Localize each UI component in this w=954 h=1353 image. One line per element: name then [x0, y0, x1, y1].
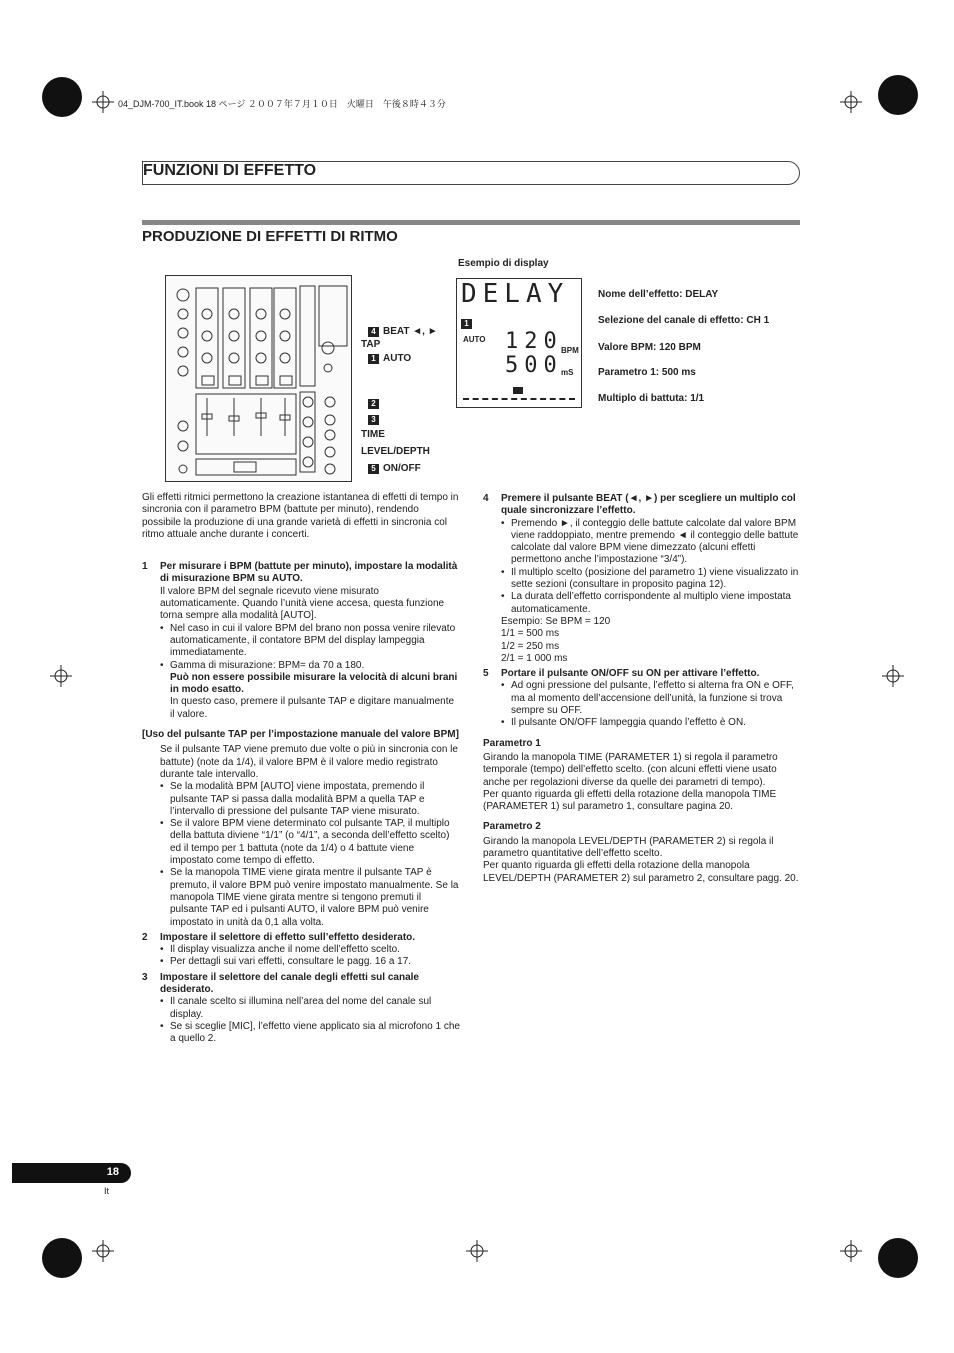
step-1-bullet-2-bold: Può non essere possibile misurare la velocità di alcuni brani in modo esatto.	[170, 671, 458, 696]
example-line: 1/1 = 500 ms	[501, 628, 560, 640]
step-2-title	[142, 932, 460, 944]
step-3-number: 3	[142, 971, 148, 983]
display-note-5: Multiplo di battuta: 1/1	[598, 393, 705, 404]
step-1-bullet-1: • Nel caso in cui il valore BPM del brano non possa venire rilevato automaticamente, il contatore BPM del display lampeggia immediatamente.	[160, 623, 460, 660]
step-2-number: 2	[142, 931, 148, 943]
crosshair-icon	[882, 665, 904, 687]
step-4-bullet-3: • La durata dell’effetto corrispondente al multiplo viene impostata automaticamente.	[501, 591, 801, 616]
display-beat-indicator	[513, 387, 523, 394]
crosshair-icon	[466, 1240, 488, 1262]
step-1-title-text: Per misurare i BPM (battute per minuto), impostare la modalità di misurazione BPM su AUTO.	[160, 561, 458, 585]
example-line: Esempio: Se BPM = 120	[501, 615, 611, 627]
number-3-badge: 3	[368, 415, 379, 425]
display-effect-name: DELAY	[461, 279, 570, 309]
display-channel-tag: 1	[461, 319, 472, 329]
crosshair-icon	[840, 91, 862, 113]
step-4-bullet-2: • Il multiplo scelto (posizione del parametro 1) viene visualizzato in sette sezioni (consultare in proposito pagina 12).	[501, 567, 801, 592]
registration-mark-top-left	[42, 77, 82, 117]
step-5-title-text: Portare il pulsante ON/OFF su ON per attivare l’effetto.	[501, 668, 760, 680]
step-1-bullet-2-tail: In questo caso, premere il pulsante TAP e digitare manualmente il valore.	[170, 696, 455, 720]
parameter-2-text-2: Per quanto riguarda gli effetti della rotazione della manopola LEVEL/DEPTH (PARAMETER 2) sul parametro 2, consultare pagg. 20.	[483, 860, 799, 884]
step-1-bullet-2: • Gamma di misurazione: BPM= da 70 a 180.	[160, 660, 460, 672]
label-3	[368, 414, 383, 425]
step-2-title-text: Impostare il selettore di effetto sull’effetto desiderato.	[160, 931, 416, 943]
page-number: 18	[106, 1166, 119, 1178]
crosshair-icon	[50, 665, 72, 687]
display-caption: Esempio di display	[458, 258, 549, 269]
display-auto: AUTO	[463, 335, 486, 344]
parameter-2-text: Girando la manopola LEVEL/DEPTH (PARAMETER 2) si regola il parametro quantitative dell’effetto scelto.	[483, 835, 774, 860]
tap-section-title: [Uso del pulsante TAP per l’impostazione manuale del valore BPM]	[142, 729, 459, 741]
mixer-illustration	[165, 275, 352, 482]
number-2-badge: 2	[368, 399, 379, 409]
display-note-3: Valore BPM: 120 BPM	[598, 342, 701, 353]
number-1-badge: 1	[368, 354, 379, 364]
crosshair-icon	[92, 1240, 114, 1262]
tap-text: Se il pulsante TAP viene premuto due volte o più in sincronia con le battute) (note da 1/4), il valore BPM è il valore medio registrato durante tale intervallo.	[160, 744, 458, 780]
crosshair-icon	[840, 1240, 862, 1262]
section-title: FUNZIONI DI EFFETTO	[143, 162, 317, 179]
step-2-bullet-1: • Il display visualizza anche il nome dell’effetto scelto.	[160, 944, 460, 956]
display-bpm-unit: BPM	[561, 346, 579, 355]
step-1-title	[142, 561, 460, 586]
beat-label: BEAT ◄, ►	[383, 326, 438, 337]
step-5-bullet-1: • Ad ogni pressione del pulsante, l’effetto si alterna fra ON e OFF, ma al momento dell’accensione dell’unità, la funzione si trova sempre su OFF.	[501, 680, 801, 717]
column-right	[483, 493, 801, 885]
display-note-1: Nome dell’effetto: DELAY	[598, 289, 719, 300]
tap-bullet-1: • Se la modalità BPM [AUTO] viene impostata, premendo il pulsante TAP si passa dalla modalità BPM a quella TAP e l’intervallo di pressione del pulsante TAP viene misurato.	[160, 781, 460, 818]
tap-bullet-2: • Se il valore BPM viene determinato col pulsante TAP, il multiplo della battuta diviene “1/1” (o “4/1”, a seconda dell’effetto scelto) ed il tempo per 1 battuta (note da 1/4) o 4 battute viene impostato come tempo di effetto.	[160, 818, 460, 867]
label-2	[368, 398, 383, 409]
label-level-depth: LEVEL/DEPTH	[361, 446, 430, 457]
step-4-title-text: Premere il pulsante BEAT (◄, ►) per scegliere un multiplo col quale sincronizzare l’effetto.	[501, 493, 796, 517]
language-code: It	[104, 1186, 110, 1196]
on-off-label: ON/OFF	[383, 463, 421, 474]
registration-mark-bottom-left	[42, 1238, 82, 1278]
number-4-badge: 4	[368, 327, 379, 337]
label-on-off	[368, 463, 421, 474]
label-tap: TAP	[361, 339, 381, 350]
auto-label: AUTO	[383, 353, 412, 364]
divider	[142, 220, 800, 225]
step-4-bullet-1: • Premendo ►, il conteggio delle battute calcolate dal valore BPM viene raddoppiato, mentre premendo ◄ il conteggio delle battute calcolate dal valore BPM viene dimezzato (alcuni effetti permettono anche l’impostazione “3/4”).	[501, 518, 801, 567]
label-auto	[368, 353, 411, 364]
step-1-text: Il valore BPM del segnale ricevuto viene misurato automaticamente. Quando l’unità viene accesa, questa funzione torna sempre alla modalità [AUTO].	[160, 585, 445, 622]
intro-paragraph: Gli effetti ritmici permettono la creazione istantanea di effetti di tempo in sincronia con il parametro BPM (battute per minuto), rendendo possibile la produzione di una grande varietà di effetti in sincronia col ritmo attuale anche durante i concerti.	[142, 492, 459, 540]
number-5-badge: 5	[368, 464, 379, 474]
mixer-drawing	[166, 276, 351, 481]
step-3-title-text: Impostare il selettore del canale degli effetti sul canale desiderato.	[160, 971, 419, 995]
label-beat	[368, 326, 438, 337]
display-example	[456, 278, 582, 408]
step-2-bullet-2: • Per dettagli sui vari effetti, consultare le pagg. 16 a 17.	[160, 956, 460, 968]
step-3-bullet-1: • Il canale scelto si illumina nell’area del nome del canale sul display.	[160, 996, 460, 1021]
step-4-number: 4	[483, 493, 489, 504]
display-ms-unit: mS	[561, 368, 574, 377]
column-left	[142, 492, 460, 1045]
registration-mark-bottom-right	[878, 1238, 918, 1278]
display-note-4: Parametro 1: 500 ms	[598, 367, 696, 378]
step-5-bullet-2: • Il pulsante ON/OFF lampeggia quando l’effetto è ON.	[501, 717, 801, 729]
parameter-1-text: Girando la manopola TIME (PARAMETER 1) si regola il parametro temporale (tempo) dell’effetto scelto. (con alcuni effetti viene usato anche per regolazioni diverse da quelle dei parametri di tempo).	[483, 751, 778, 788]
crosshair-icon	[92, 91, 114, 113]
parameter-1-title: Parametro 1	[483, 737, 541, 749]
registration-mark-top-right	[878, 75, 918, 115]
display-beat-bar	[463, 398, 575, 400]
parameter-1-text-2: Per quanto riguarda gli effetti della rotazione della manopola TIME (PARAMETER 1) sul parametro 1, consultare pagina 20.	[483, 788, 777, 813]
example-line: 2/1 = 1 000 ms	[501, 652, 568, 664]
step-5-title	[483, 668, 801, 680]
tap-bullet-3: • Se la manopola TIME viene girata mentre il pulsante TAP è premuto, il valore BPM può venire impostato manualmente. Se la manopola TIME viene girata mentre si tengono premuti il pulsante TAP ed i pulsanti AUTO, il valore BPM può venire impostato in unità da 0,1 alla volta.	[160, 867, 460, 928]
file-header: 04_DJM-700_IT.book 18 ページ ２００７年７月１０日 火曜日 午後８時４３分	[118, 99, 446, 109]
step-5-number: 5	[483, 668, 489, 680]
step-1-number: 1	[142, 561, 148, 573]
parameter-2-title: Parametro 2	[483, 821, 541, 833]
display-bpm-value: 120	[505, 329, 563, 354]
step-4-title	[483, 493, 801, 518]
example-line: 1/2 = 250 ms	[501, 640, 560, 652]
step-3-bullet-2: • Se si sceglie [MIC], l’effetto viene applicato sia al microfono 1 che a quello 2.	[160, 1021, 460, 1046]
step-3-title	[142, 972, 460, 997]
sub-title: PRODUZIONE DI EFFETTI DI RITMO	[142, 228, 398, 245]
display-note-2: Selezione del canale di effetto: CH 1	[598, 315, 770, 326]
page-number-tab	[12, 1163, 131, 1183]
label-time: TIME	[361, 429, 385, 440]
display-ms-value: 500	[505, 353, 563, 378]
example-block	[483, 616, 801, 665]
